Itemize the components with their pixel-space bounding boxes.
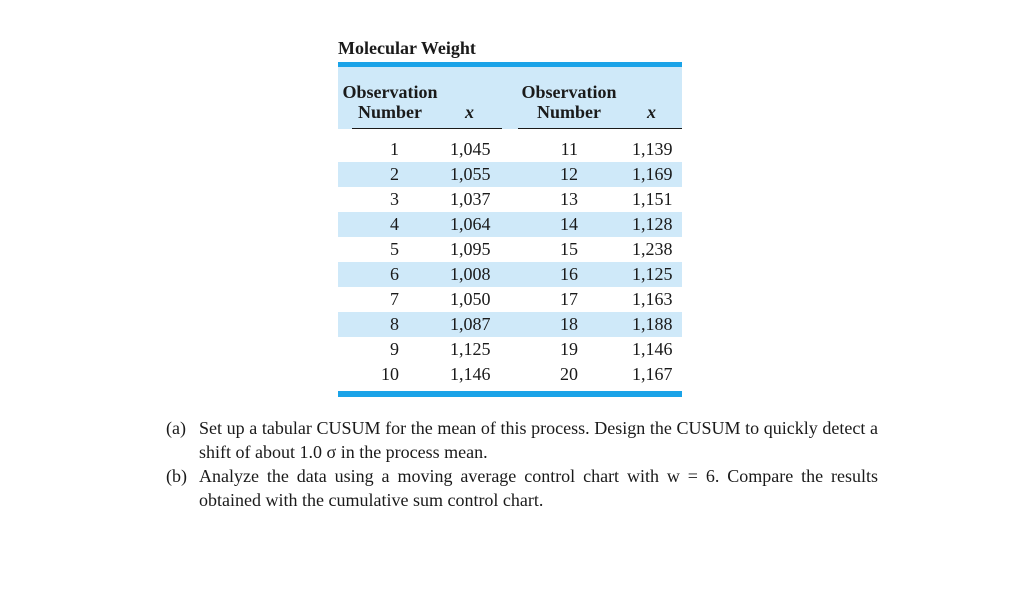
header-obs2-line1: Observation [521,82,617,102]
observation-number: 3 [390,189,399,209]
observation-number: 2 [390,164,399,184]
header-x-2: x [647,102,656,122]
table-bottom-rule [338,391,682,397]
table-row [338,212,682,237]
table-body [338,137,682,387]
x-value: 1,037 [450,189,491,209]
question-b [166,464,878,512]
x-value: 1,238 [632,239,673,259]
x-value: 1,167 [632,364,673,384]
observation-number: 15 [560,239,578,259]
table-row [338,287,682,312]
observation-number: 13 [560,189,578,209]
x-value: 1,045 [450,139,491,159]
header-obs2-line2: Number [537,102,601,122]
header-underline-2 [518,128,682,129]
question-a [166,416,878,464]
observation-number: 18 [560,314,578,334]
observation-number: 1 [390,139,399,159]
x-value: 1,139 [632,139,673,159]
header-underline-1 [352,128,502,129]
x-value: 1,146 [632,339,673,359]
header-observation-number-2 [514,82,624,122]
x-value: 1,188 [632,314,673,334]
observation-number: 10 [381,364,399,384]
observation-number: 17 [560,289,578,309]
observation-number: 11 [560,139,578,159]
observation-number: 8 [390,314,399,334]
table-row [338,162,682,187]
x-value: 1,125 [450,339,491,359]
question-a-label: (a) [166,418,186,438]
x-value: 1,087 [450,314,491,334]
observation-number: 4 [390,214,399,234]
x-value: 1,055 [450,164,491,184]
x-value: 1,151 [632,189,673,209]
table-row [338,187,682,212]
observation-number: 7 [390,289,399,309]
x-value: 1,169 [632,164,673,184]
observation-number: 20 [560,364,578,384]
observation-number: 6 [390,264,399,284]
table-row [338,262,682,287]
x-value: 1,095 [450,239,491,259]
table-row [338,362,682,387]
table-header [338,67,682,129]
x-value: 1,163 [632,289,673,309]
observation-number: 16 [560,264,578,284]
header-obs1-line2: Number [358,102,422,122]
x-value: 1,125 [632,264,673,284]
x-value: 1,008 [450,264,491,284]
table-row [338,137,682,162]
x-value: 1,146 [450,364,491,384]
x-value: 1,128 [632,214,673,234]
observation-number: 14 [560,214,578,234]
question-b-text: Analyze the data using a moving average control chart with w = 6. Compare the results obtained with the cumulative sum control chart. [199,466,878,510]
question-a-text: Set up a tabular CUSUM for the mean of this process. Design the CUSUM to quickly detect a shift of about 1.0 σ in the process mean. [199,418,878,462]
observation-number: 12 [560,164,578,184]
observation-number: 5 [390,239,399,259]
x-value: 1,064 [450,214,491,234]
observation-number: 19 [560,339,578,359]
question-b-label: (b) [166,466,187,486]
exercise-questions [166,416,878,512]
table-row [338,337,682,362]
header-observation-number-1 [342,82,438,122]
table-row [338,312,682,337]
table-title: Molecular Weight [338,38,476,58]
table-row [338,237,682,262]
observation-number: 9 [390,339,399,359]
molecular-weight-table [338,62,682,397]
x-value: 1,050 [450,289,491,309]
header-x-1: x [465,102,474,122]
header-obs1-line1: Observation [342,82,438,102]
